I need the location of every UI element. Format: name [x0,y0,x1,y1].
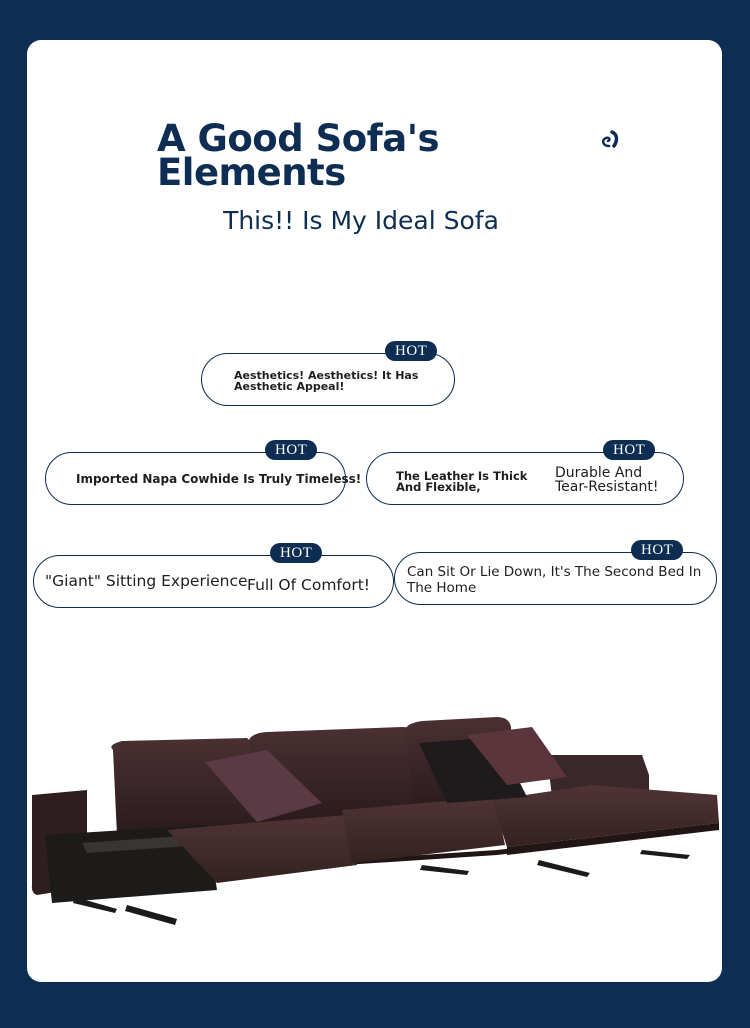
feature-pill-leather [366,442,684,505]
feature-text-part-a: The Leather Is Thick And Flexible, [396,469,528,494]
feature-text: Aesthetics! Aesthetics! It Has Aesthetic Appeal! [234,369,419,393]
feature-pill-aesthetics [201,343,455,406]
hot-badge: HOT [270,543,322,563]
hot-badge: HOT [385,341,437,361]
page-subtitle: This!! Is My Ideal Sofa [223,206,499,235]
page-title [157,117,440,194]
sofa-illustration [27,705,722,945]
hot-badge: HOT [603,440,655,460]
swirl-icon [597,128,623,154]
feature-pill-sitting-experience [33,545,394,608]
title-line-1: A Good Sofa's [157,117,440,160]
feature-text: Imported Napa Cowhide Is Truly Timeless! [76,472,362,486]
hot-badge: HOT [631,540,683,560]
feature-text-part-b: Durable And Tear-Resistant! [555,465,659,495]
feature-text: Can Sit Or Lie Down, It's The Second Bed In The Home [407,564,702,596]
feature-text-part-b: Full Of Comfort! [247,576,371,594]
feature-text-part-a: "Giant" Sitting Experience [45,572,248,590]
feature-pill-napa-cowhide [45,442,362,505]
title-line-2: Elements [157,151,346,194]
content-card [27,40,722,982]
feature-pill-second-bed [394,542,717,605]
hot-badge: HOT [265,440,317,460]
